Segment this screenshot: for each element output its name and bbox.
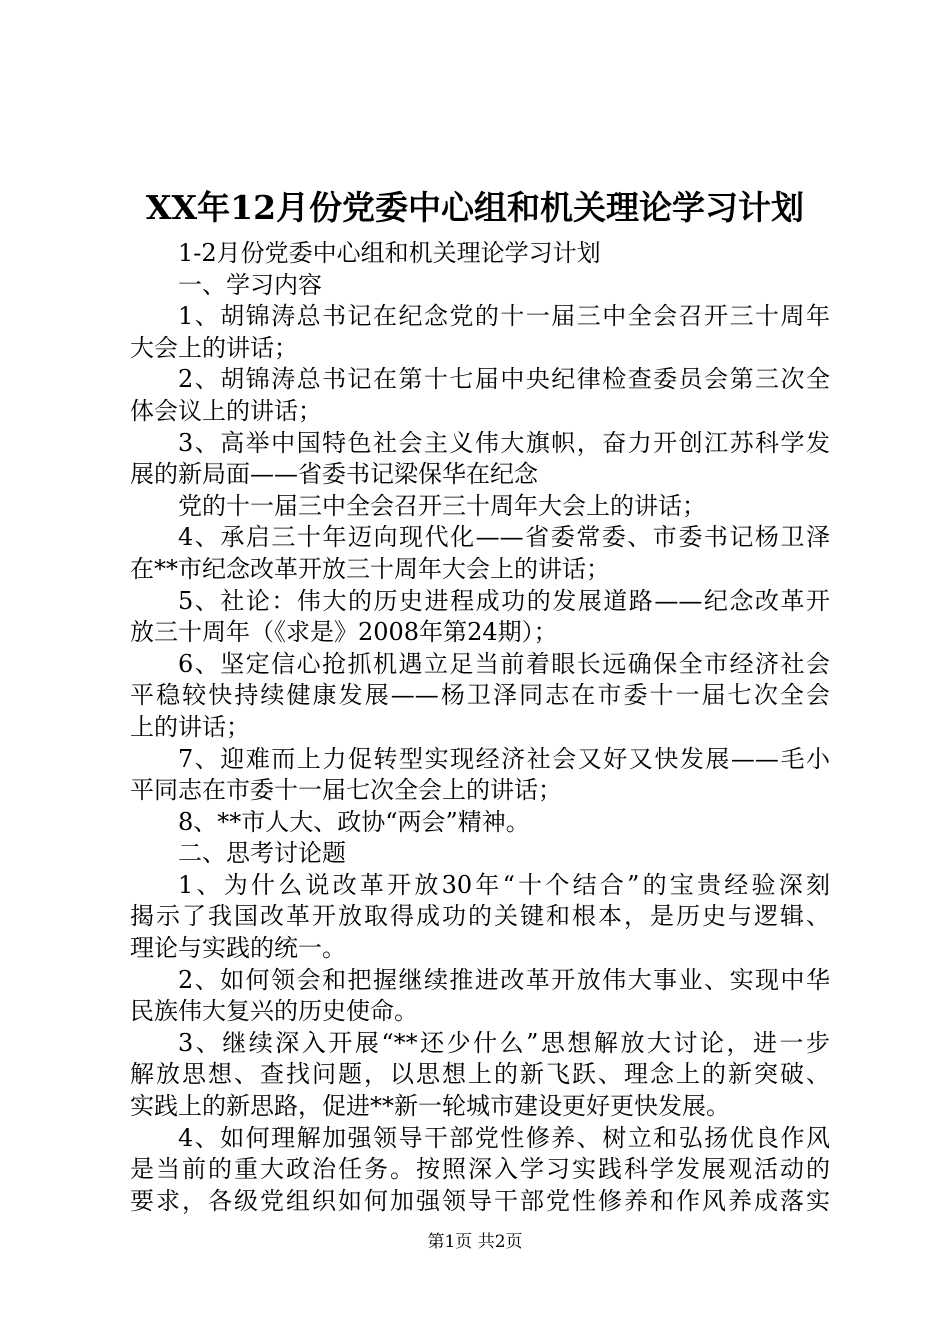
document-line: 在**市纪念改革开放三十周年大会上的讲话； [130,554,610,583]
document-line: 实践上的新思路，促进**新一轮城市建设更好更快发展。 [130,1092,730,1121]
document-line: 解放思想、查找问题，以思想上的新飞跃、理念上的新突破、 [130,1060,830,1089]
document-line: 7、迎难而上力促转型实现经济社会又好又快发展——毛小 [178,744,830,773]
document-line: 平稳较快持续健康发展——杨卫泽同志在市委十一届七次全会 [130,681,830,710]
document-line: 上的讲话； [130,712,250,741]
document-line: 3、高举中国特色社会主义伟大旗帜，奋力开创江苏科学发 [178,428,830,457]
document-title: XX年12月份党委中心组和机关理论学习计划 [145,188,805,227]
document-line: 平同志在市委十一届七次全会上的讲话； [130,776,562,805]
document-line: 1-2月份党委中心组和机关理论学习计划 [178,239,601,267]
document-line: 2、如何领会和把握继续推进改革开放伟大事业、实现中华 [178,965,830,994]
document-line: 4、承启三十年迈向现代化——省委常委、市委书记杨卫泽 [178,523,830,552]
document-line: 一、学习内容 [178,270,322,299]
document-line: 要求，各级党组织如何加强领导干部党性修养和作风养成落实 [130,1186,830,1215]
document-line: 二、思考讨论题 [178,839,346,868]
document-line: 2、胡锦涛总书记在第十七届中央纪律检查委员会第三次全 [178,365,830,394]
document-line: 8、**市人大、政协“两会”精神。 [178,807,530,836]
document-line: 大会上的讲话； [130,333,298,362]
document-line: 党的十一届三中全会召开三十周年大会上的讲话； [178,491,706,520]
document-line: 6、坚定信心抢抓机遇立足当前着眼长远确保全市经济社会 [178,649,830,678]
document-body [130,238,830,1217]
page-footer: 第1页 共2页 [427,1232,523,1252]
document-line: 民族伟大复兴的历史使命。 [130,997,418,1026]
document-line: 揭示了我国改革开放取得成功的关键和根本，是历史与逻辑、 [130,902,830,931]
document-line: 是当前的重大政治任务。按照深入学习实践科学发展观活动的 [130,1155,830,1184]
document-line: 4、如何理解加强领导干部党性修养、树立和弘扬优良作风 [178,1123,830,1152]
document-line: 5、社论：伟大的历史进程成功的发展道路——纪念改革开 [178,586,830,615]
document-line: 放三十周年（《求是》2008年第24期）； [130,618,558,647]
document-line: 体会议上的讲话； [130,396,322,425]
document-line: 1、为什么说改革开放30年“十个结合”的宝贵经验深刻 [178,870,830,899]
document-line: 理论与实践的统一。 [130,934,346,963]
document-line: 3、继续深入开展“**还少什么”思想解放大讨论，进一步 [178,1028,830,1057]
document-line: 1、胡锦涛总书记在纪念党的十一届三中全会召开三十周年 [178,302,830,331]
document-line: 展的新局面——省委书记梁保华在纪念 [130,460,538,489]
